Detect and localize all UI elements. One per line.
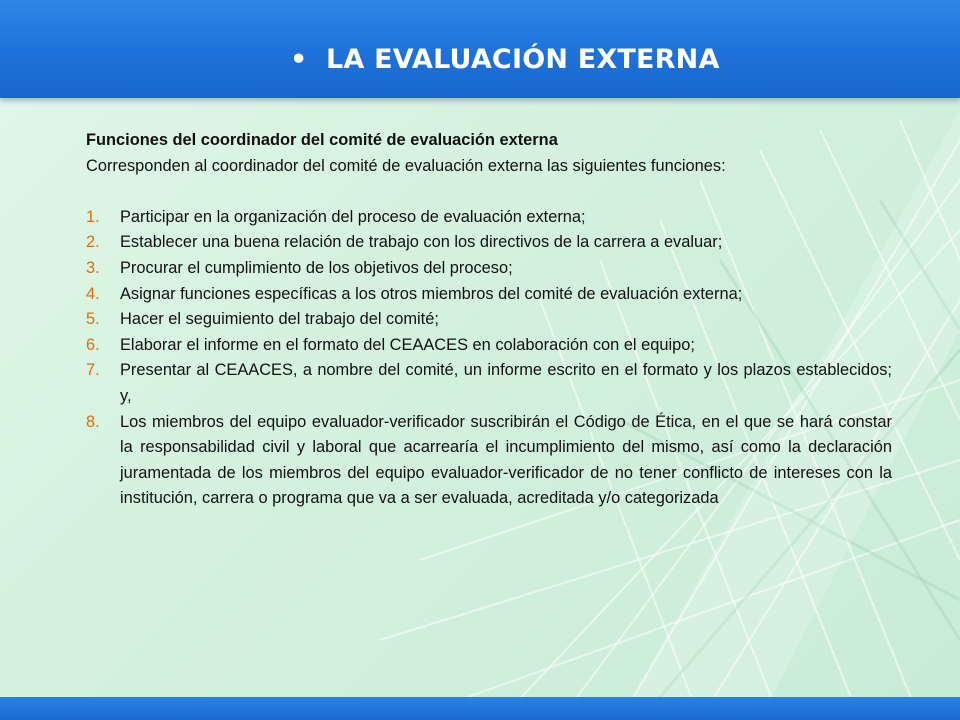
intro-paragraph: Corresponden al coordinador del comité de evaluación externa las siguientes funciones: — [86, 156, 726, 175]
footer-bar — [0, 697, 960, 720]
list-number: 2. — [86, 233, 100, 252]
list-item-text: Elaborar el informe en el formato del CEAACES en colaboración con el equipo; — [120, 335, 695, 354]
list-item — [86, 282, 892, 308]
list-item — [86, 307, 892, 333]
list-item-text: Procurar el cumplimiento de los objetivos del proceso; — [120, 258, 513, 277]
section-heading: Funciones del coordinador del comité de evaluación externa — [86, 131, 558, 149]
list-number: 3. — [86, 258, 100, 277]
list-item-text: Establecer una buena relación de trabajo con los directivos de la carrera a evaluar; — [120, 233, 723, 252]
slide-title — [290, 44, 720, 75]
list-item — [86, 256, 892, 282]
title-bullet: • — [290, 44, 308, 75]
list-item-text: Los miembros del equipo evaluador-verificador suscribirán el Código de Ética, en el que se hará constar la responsabilidad civil y laboral que acarrearía el incumplimiento del mismo, así como la declaración juramentada de los miembros del equipo evaluador-verificador de no tener conflicto de intereses con la institución, carrera o programa que va a ser evaluada, acreditada y/o categorizada — [120, 412, 892, 508]
list-item — [86, 205, 892, 231]
list-number: 7. — [86, 361, 100, 380]
list-number: 4. — [86, 284, 100, 303]
list-item-text: Asignar funciones específicas a los otros miembros del comité de evaluación externa; — [120, 284, 743, 303]
list-item — [86, 230, 892, 256]
list-item — [86, 410, 892, 512]
title-bar — [0, 0, 960, 98]
list-item-text: Hacer el seguimiento del trabajo del comité; — [120, 310, 439, 329]
functions-list — [86, 205, 892, 512]
list-number: 1. — [86, 207, 100, 226]
list-item-text: Presentar al CEAACES, a nombre del comité, un informe escrito en el formato y los plazos establecidos; y, — [120, 361, 892, 405]
list-number: 5. — [86, 310, 100, 329]
title-text: LA EVALUACIÓN EXTERNA — [326, 44, 720, 75]
list-number: 6. — [86, 335, 100, 354]
list-item — [86, 333, 892, 359]
content-body — [86, 128, 892, 512]
list-item-text: Participar en la organización del proceso de evaluación externa; — [120, 207, 586, 226]
list-number: 8. — [86, 412, 100, 431]
list-item — [86, 358, 892, 409]
